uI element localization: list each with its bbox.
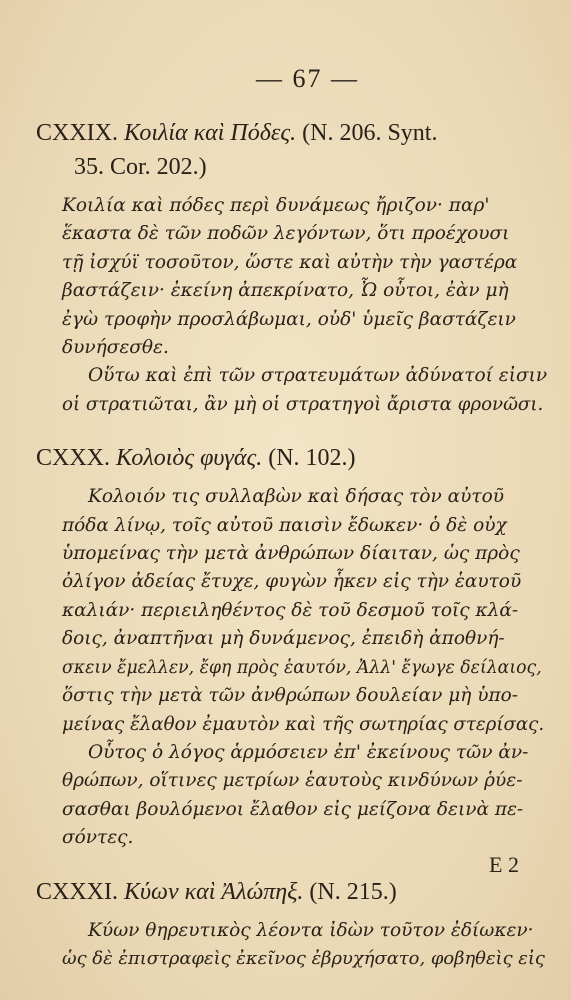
fable-title: Κολοιὸς φυγάς.	[116, 445, 263, 472]
fable-heading	[36, 441, 549, 475]
fable-section	[36, 116, 549, 419]
text-line: Οὗτος ὁ λόγος ἁρμόσειεν ἐπ' ἐκείνους τῶν ἀν-	[88, 741, 529, 763]
text-line: ὅστις τὴν μετὰ τῶν ἀνθρώπων δουλείαν μὴ ὑπο-	[62, 685, 518, 707]
fable-title: Κύων καὶ Ἀλώπηξ.	[124, 878, 304, 905]
text-line: Κύων θηρευτικὸς λέοντα ἰδὼν τοῦτον ἐδίωκεν·	[88, 919, 534, 941]
page-number: — 67 —	[256, 64, 359, 93]
text-line: σκειν ἔμελλεν, ἔφη πρὸς ἑαυτόν, Ἀλλ' ἔγωγε δείλαιος,	[62, 657, 542, 678]
fable-heading	[36, 875, 549, 909]
fable-title: Κοιλία καὶ Πόδες.	[124, 120, 297, 146]
text-line: βαστάζειν· ἐκείνη ἀπεκρίνατο, Ὦ οὗτοι, ἐὰν μὴ	[62, 280, 509, 302]
fable-numeral: CXXXI.	[36, 878, 118, 905]
fable-moral	[36, 362, 549, 419]
text-line: ὡς δὲ ἐπιστραφεὶς ἐκεῖνος ἐβρυχήσατο, φοβηθεὶς εἰς	[62, 947, 545, 969]
text-line: δυνήσεσθε.	[62, 337, 169, 359]
text-line: ἐγὼ τροφὴν προσλάβωμαι, οὐδ' ὑμεῖς βαστάζειν	[62, 308, 516, 330]
text-line: πόδα λίνῳ, τοῖς αὐτοῦ παισὶν ἔδωκεν· ὁ δὲ οὐχ	[62, 514, 507, 536]
fable-reference: (N. 215.)	[309, 878, 397, 905]
fable-reference-cont: 35. Cor. 202.)	[74, 154, 207, 180]
text-line: θρώπων, οἵτινες μετρίων ἑαυτοὺς κινδύνων ῥύε-	[62, 770, 523, 792]
text-line: σόντες.	[62, 827, 134, 849]
fable-paragraph	[36, 192, 549, 362]
fable-paragraph	[36, 917, 549, 974]
fable-section	[36, 441, 549, 852]
text-line: ὀλίγον ἀδείας ἔτυχε, φυγὼν ἧκεν εἰς τὴν ἑαυτοῦ	[62, 571, 522, 593]
fable-heading	[36, 116, 549, 184]
text-line: δοις, ἀναπτῆναι μὴ δυνάμενος, ἐπειδὴ ἀποθνή-	[62, 628, 505, 650]
fable-numeral: CXXIX.	[36, 120, 118, 146]
fable-reference: (N. 102.)	[268, 445, 356, 472]
text-line: οἱ στρατιῶται, ἂν μὴ οἱ στρατηγοὶ ἄριστα φρονῶσι.	[62, 393, 544, 415]
signature-mark: E 2	[489, 852, 519, 877]
text-line: Κολοιόν τις συλλαβὼν καὶ δήσας τὸν αὐτοῦ	[88, 486, 504, 508]
text-line: Κοιλία καὶ πόδες περὶ δυνάμεως ἤριζον· παρ'	[62, 195, 490, 216]
fable-section	[36, 875, 549, 974]
text-line: μείνας ἔλαθον ἐμαυτὸν καὶ τῆς σωτηρίας στερίσας.	[62, 713, 545, 735]
text-line: Οὕτω καὶ ἐπὶ τῶν στρατευμάτων ἀδύνατοί εἰσιν	[88, 365, 548, 387]
text-line: καλιάν· περιειληθέντος δὲ τοῦ δεσμοῦ τοῖς κλά-	[62, 599, 519, 621]
text-line: τῇ ἰσχύϊ τοσοῦτον, ὥστε καὶ αὐτὴν τὴν γαστέρα	[62, 251, 518, 273]
text-line: ὑπομείνας τὴν μετὰ ἀνθρώπων δίαιταν, ὡς πρὸς	[62, 543, 520, 565]
text-line: σασθαι βουλόμενοι ἔλαθον εἰς μείζονα δεινὰ πε-	[62, 798, 524, 820]
fable-numeral: CXXX.	[36, 445, 111, 472]
fable-moral	[36, 739, 549, 853]
fable-reference: (N. 206. Synt.	[302, 120, 438, 146]
fable-paragraph	[36, 483, 549, 739]
text-line: ἕκαστα δὲ τῶν ποδῶν λεγόντων, ὅτι προέχουσι	[62, 223, 510, 245]
